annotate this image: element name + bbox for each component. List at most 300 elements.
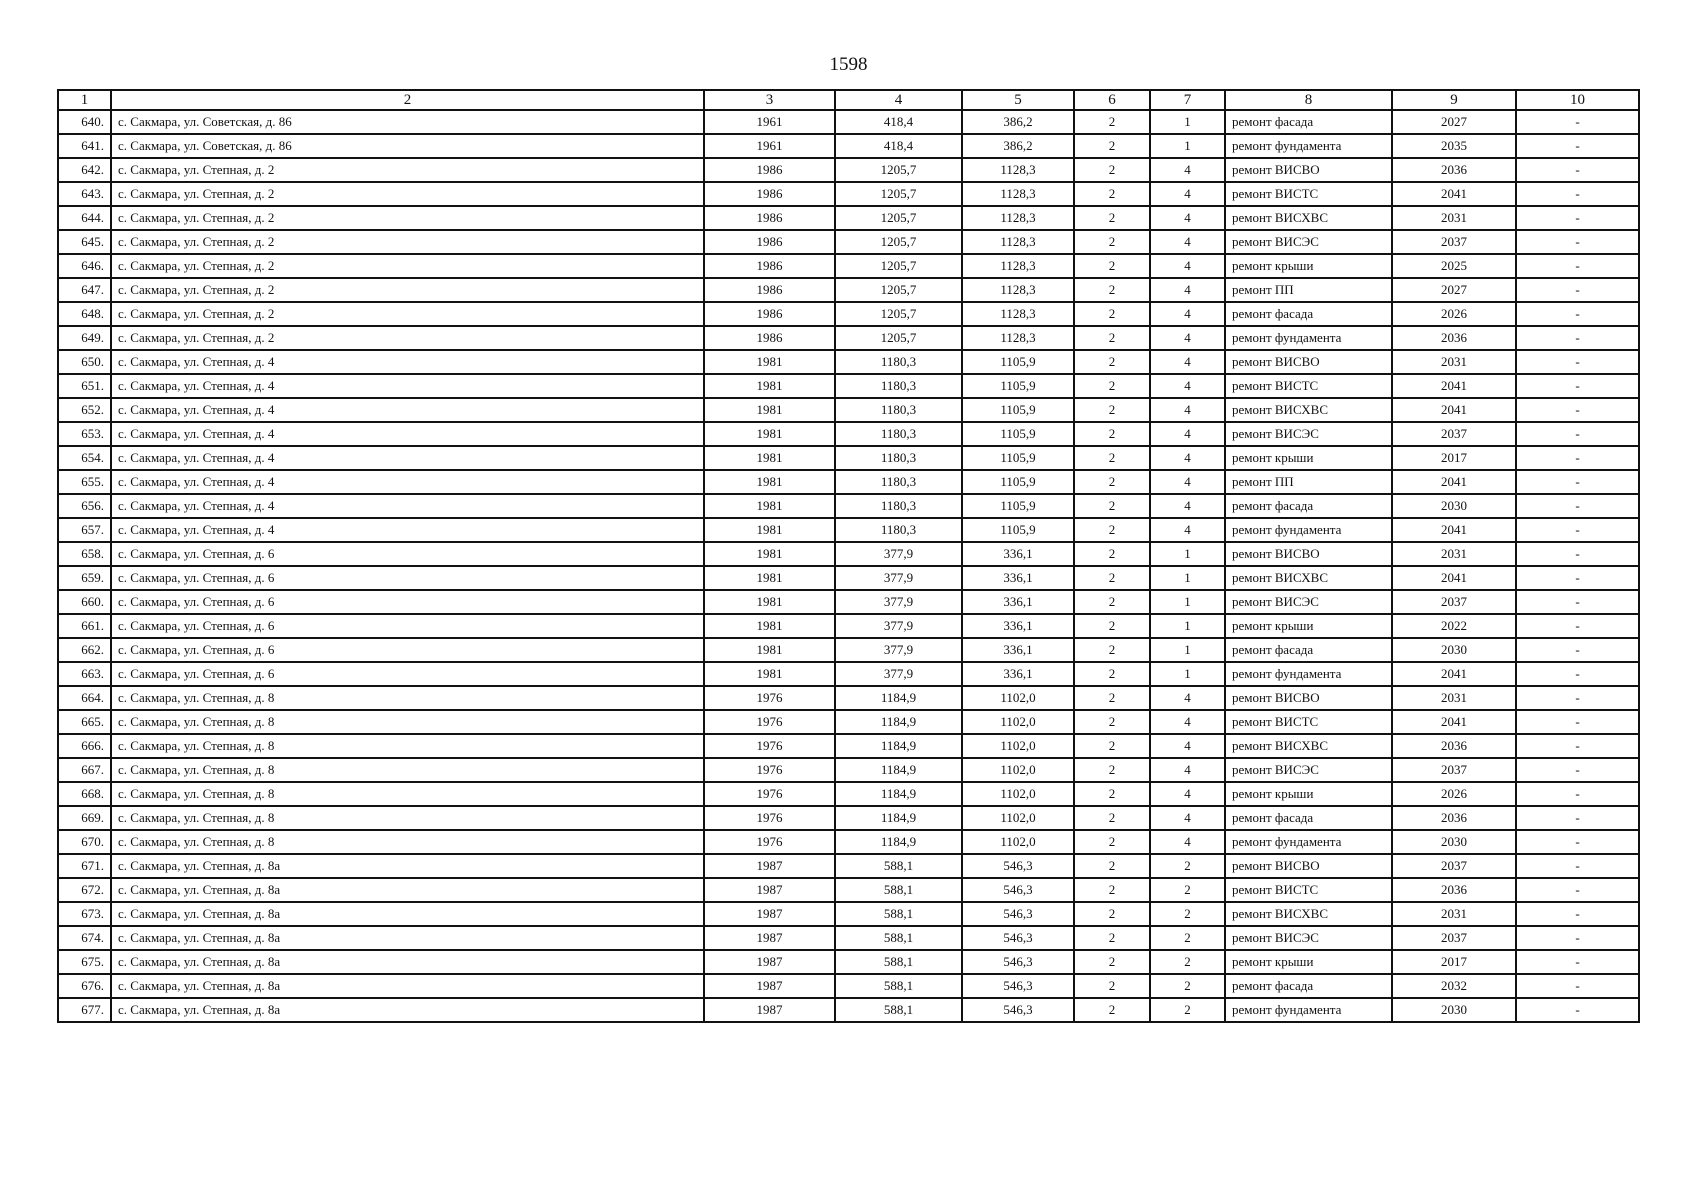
total-area-cell: 1205,7	[835, 206, 962, 230]
work-type-cell: ремонт ПП	[1225, 278, 1392, 302]
table-row	[58, 158, 1639, 182]
entrances-cell: 2	[1150, 950, 1225, 974]
address-cell: с. Сакмара, ул. Степная, д. 8а	[111, 998, 704, 1022]
living-area-cell: 546,3	[962, 974, 1074, 998]
note-cell: -	[1516, 590, 1639, 614]
total-area-cell: 1184,9	[835, 830, 962, 854]
living-area-cell: 1102,0	[962, 734, 1074, 758]
work-type-cell: ремонт ВИСВО	[1225, 686, 1392, 710]
planned-year-cell: 2026	[1392, 302, 1516, 326]
note-cell: -	[1516, 878, 1639, 902]
table-row	[58, 830, 1639, 854]
planned-year-cell: 2030	[1392, 998, 1516, 1022]
floors-cell: 2	[1074, 830, 1150, 854]
total-area-cell: 377,9	[835, 662, 962, 686]
note-cell: -	[1516, 614, 1639, 638]
repair-schedule-table	[57, 89, 1640, 1023]
floors-cell: 2	[1074, 518, 1150, 542]
entrances-cell: 4	[1150, 302, 1225, 326]
work-type-cell: ремонт крыши	[1225, 614, 1392, 638]
table-row	[58, 686, 1639, 710]
floors-cell: 2	[1074, 566, 1150, 590]
year-built-cell: 1976	[704, 782, 835, 806]
note-cell: -	[1516, 566, 1639, 590]
planned-year-cell: 2037	[1392, 230, 1516, 254]
address-cell: с. Сакмара, ул. Степная, д. 4	[111, 518, 704, 542]
row-number-cell: 651.	[58, 374, 111, 398]
entrances-cell: 4	[1150, 230, 1225, 254]
year-built-cell: 1976	[704, 758, 835, 782]
living-area-cell: 1105,9	[962, 494, 1074, 518]
work-type-cell: ремонт фундамента	[1225, 134, 1392, 158]
table-row	[58, 806, 1639, 830]
living-area-cell: 546,3	[962, 926, 1074, 950]
year-built-cell: 1981	[704, 350, 835, 374]
table-row	[58, 950, 1639, 974]
total-area-cell: 1205,7	[835, 278, 962, 302]
table-row	[58, 494, 1639, 518]
total-area-cell: 588,1	[835, 974, 962, 998]
floors-cell: 2	[1074, 182, 1150, 206]
work-type-cell: ремонт фасада	[1225, 302, 1392, 326]
year-built-cell: 1987	[704, 878, 835, 902]
living-area-cell: 336,1	[962, 638, 1074, 662]
address-cell: с. Сакмара, ул. Степная, д. 8	[111, 686, 704, 710]
living-area-cell: 1105,9	[962, 350, 1074, 374]
living-area-cell: 386,2	[962, 134, 1074, 158]
row-number-cell: 644.	[58, 206, 111, 230]
note-cell: -	[1516, 710, 1639, 734]
planned-year-cell: 2031	[1392, 206, 1516, 230]
planned-year-cell: 2041	[1392, 470, 1516, 494]
address-cell: с. Сакмара, ул. Степная, д. 6	[111, 614, 704, 638]
living-area-cell: 546,3	[962, 998, 1074, 1022]
planned-year-cell: 2030	[1392, 830, 1516, 854]
total-area-cell: 1180,3	[835, 494, 962, 518]
planned-year-cell: 2031	[1392, 350, 1516, 374]
entrances-cell: 4	[1150, 782, 1225, 806]
row-number-cell: 660.	[58, 590, 111, 614]
floors-cell: 2	[1074, 446, 1150, 470]
entrances-cell: 4	[1150, 278, 1225, 302]
work-type-cell: ремонт фундамента	[1225, 518, 1392, 542]
entrances-cell: 1	[1150, 638, 1225, 662]
note-cell: -	[1516, 374, 1639, 398]
note-cell: -	[1516, 542, 1639, 566]
entrances-cell: 4	[1150, 830, 1225, 854]
table-row	[58, 734, 1639, 758]
row-number-cell: 658.	[58, 542, 111, 566]
planned-year-cell: 2041	[1392, 518, 1516, 542]
total-area-cell: 1205,7	[835, 230, 962, 254]
floors-cell: 2	[1074, 710, 1150, 734]
note-cell: -	[1516, 854, 1639, 878]
table-row	[58, 110, 1639, 134]
table-row	[58, 710, 1639, 734]
address-cell: с. Сакмара, ул. Степная, д. 4	[111, 398, 704, 422]
address-cell: с. Сакмара, ул. Степная, д. 4	[111, 374, 704, 398]
total-area-cell: 377,9	[835, 542, 962, 566]
address-cell: с. Сакмара, ул. Степная, д. 8а	[111, 902, 704, 926]
floors-cell: 2	[1074, 422, 1150, 446]
living-area-cell: 1105,9	[962, 470, 1074, 494]
work-type-cell: ремонт крыши	[1225, 254, 1392, 278]
column-header: 10	[1516, 90, 1639, 110]
entrances-cell: 4	[1150, 158, 1225, 182]
table-row	[58, 566, 1639, 590]
living-area-cell: 336,1	[962, 590, 1074, 614]
planned-year-cell: 2025	[1392, 254, 1516, 278]
entrances-cell: 4	[1150, 374, 1225, 398]
work-type-cell: ремонт ВИСЭС	[1225, 758, 1392, 782]
year-built-cell: 1981	[704, 614, 835, 638]
work-type-cell: ремонт ВИСЭС	[1225, 590, 1392, 614]
total-area-cell: 588,1	[835, 902, 962, 926]
row-number-cell: 668.	[58, 782, 111, 806]
note-cell: -	[1516, 998, 1639, 1022]
table-row	[58, 398, 1639, 422]
floors-cell: 2	[1074, 590, 1150, 614]
table-row	[58, 926, 1639, 950]
work-type-cell: ремонт фундамента	[1225, 326, 1392, 350]
column-header: 9	[1392, 90, 1516, 110]
note-cell: -	[1516, 830, 1639, 854]
planned-year-cell: 2026	[1392, 782, 1516, 806]
planned-year-cell: 2041	[1392, 182, 1516, 206]
row-number-cell: 640.	[58, 110, 111, 134]
work-type-cell: ремонт ВИСЭС	[1225, 926, 1392, 950]
planned-year-cell: 2035	[1392, 134, 1516, 158]
entrances-cell: 1	[1150, 110, 1225, 134]
address-cell: с. Сакмара, ул. Степная, д. 8	[111, 710, 704, 734]
floors-cell: 2	[1074, 326, 1150, 350]
address-cell: с. Сакмара, ул. Степная, д. 6	[111, 662, 704, 686]
work-type-cell: ремонт крыши	[1225, 950, 1392, 974]
note-cell: -	[1516, 734, 1639, 758]
living-area-cell: 1128,3	[962, 302, 1074, 326]
entrances-cell: 4	[1150, 734, 1225, 758]
row-number-cell: 669.	[58, 806, 111, 830]
work-type-cell: ремонт фасада	[1225, 110, 1392, 134]
row-number-cell: 643.	[58, 182, 111, 206]
row-number-cell: 649.	[58, 326, 111, 350]
year-built-cell: 1976	[704, 710, 835, 734]
living-area-cell: 336,1	[962, 542, 1074, 566]
living-area-cell: 336,1	[962, 614, 1074, 638]
work-type-cell: ремонт фасада	[1225, 494, 1392, 518]
year-built-cell: 1986	[704, 326, 835, 350]
living-area-cell: 1128,3	[962, 182, 1074, 206]
entrances-cell: 4	[1150, 686, 1225, 710]
row-number-cell: 671.	[58, 854, 111, 878]
entrances-cell: 1	[1150, 614, 1225, 638]
row-number-cell: 657.	[58, 518, 111, 542]
table-row	[58, 206, 1639, 230]
living-area-cell: 1128,3	[962, 230, 1074, 254]
planned-year-cell: 2037	[1392, 422, 1516, 446]
column-header: 1	[58, 90, 111, 110]
address-cell: с. Сакмара, ул. Советская, д. 86	[111, 110, 704, 134]
address-cell: с. Сакмара, ул. Степная, д. 8а	[111, 878, 704, 902]
address-cell: с. Сакмара, ул. Степная, д. 6	[111, 542, 704, 566]
address-cell: с. Сакмара, ул. Степная, д. 8	[111, 734, 704, 758]
floors-cell: 2	[1074, 374, 1150, 398]
work-type-cell: ремонт ВИСХВС	[1225, 902, 1392, 926]
entrances-cell: 2	[1150, 998, 1225, 1022]
row-number-cell: 642.	[58, 158, 111, 182]
living-area-cell: 1105,9	[962, 374, 1074, 398]
table-body	[58, 110, 1639, 1022]
planned-year-cell: 2036	[1392, 734, 1516, 758]
floors-cell: 2	[1074, 638, 1150, 662]
floors-cell: 2	[1074, 398, 1150, 422]
entrances-cell: 1	[1150, 542, 1225, 566]
entrances-cell: 4	[1150, 470, 1225, 494]
total-area-cell: 588,1	[835, 998, 962, 1022]
year-built-cell: 1976	[704, 686, 835, 710]
planned-year-cell: 2036	[1392, 158, 1516, 182]
row-number-cell: 675.	[58, 950, 111, 974]
table-row	[58, 374, 1639, 398]
floors-cell: 2	[1074, 734, 1150, 758]
year-built-cell: 1961	[704, 134, 835, 158]
entrances-cell: 4	[1150, 398, 1225, 422]
living-area-cell: 1102,0	[962, 782, 1074, 806]
note-cell: -	[1516, 758, 1639, 782]
floors-cell: 2	[1074, 950, 1150, 974]
total-area-cell: 377,9	[835, 590, 962, 614]
table-row	[58, 518, 1639, 542]
row-number-cell: 647.	[58, 278, 111, 302]
address-cell: с. Сакмара, ул. Степная, д. 6	[111, 638, 704, 662]
table-row	[58, 998, 1639, 1022]
table-row	[58, 470, 1639, 494]
note-cell: -	[1516, 662, 1639, 686]
address-cell: с. Сакмара, ул. Степная, д. 4	[111, 446, 704, 470]
floors-cell: 2	[1074, 782, 1150, 806]
planned-year-cell: 2037	[1392, 854, 1516, 878]
living-area-cell: 1128,3	[962, 206, 1074, 230]
note-cell: -	[1516, 638, 1639, 662]
note-cell: -	[1516, 182, 1639, 206]
living-area-cell: 1105,9	[962, 518, 1074, 542]
note-cell: -	[1516, 782, 1639, 806]
address-cell: с. Сакмара, ул. Степная, д. 2	[111, 326, 704, 350]
floors-cell: 2	[1074, 134, 1150, 158]
total-area-cell: 1205,7	[835, 254, 962, 278]
floors-cell: 2	[1074, 302, 1150, 326]
year-built-cell: 1961	[704, 110, 835, 134]
note-cell: -	[1516, 926, 1639, 950]
address-cell: с. Сакмара, ул. Степная, д. 8	[111, 830, 704, 854]
floors-cell: 2	[1074, 494, 1150, 518]
entrances-cell: 1	[1150, 134, 1225, 158]
floors-cell: 2	[1074, 350, 1150, 374]
entrances-cell: 4	[1150, 422, 1225, 446]
note-cell: -	[1516, 398, 1639, 422]
year-built-cell: 1981	[704, 374, 835, 398]
address-cell: с. Сакмара, ул. Степная, д. 2	[111, 278, 704, 302]
year-built-cell: 1981	[704, 566, 835, 590]
row-number-cell: 645.	[58, 230, 111, 254]
planned-year-cell: 2031	[1392, 542, 1516, 566]
note-cell: -	[1516, 350, 1639, 374]
row-number-cell: 641.	[58, 134, 111, 158]
floors-cell: 2	[1074, 110, 1150, 134]
living-area-cell: 1128,3	[962, 254, 1074, 278]
column-header: 7	[1150, 90, 1225, 110]
table-row	[58, 638, 1639, 662]
planned-year-cell: 2041	[1392, 710, 1516, 734]
note-cell: -	[1516, 326, 1639, 350]
year-built-cell: 1987	[704, 974, 835, 998]
work-type-cell: ремонт крыши	[1225, 782, 1392, 806]
row-number-cell: 653.	[58, 422, 111, 446]
year-built-cell: 1986	[704, 254, 835, 278]
row-number-cell: 654.	[58, 446, 111, 470]
row-number-cell: 650.	[58, 350, 111, 374]
address-cell: с. Сакмара, ул. Степная, д. 4	[111, 350, 704, 374]
work-type-cell: ремонт фундамента	[1225, 998, 1392, 1022]
total-area-cell: 1205,7	[835, 302, 962, 326]
entrances-cell: 4	[1150, 518, 1225, 542]
note-cell: -	[1516, 254, 1639, 278]
planned-year-cell: 2030	[1392, 638, 1516, 662]
year-built-cell: 1987	[704, 926, 835, 950]
address-cell: с. Сакмара, ул. Степная, д. 8	[111, 758, 704, 782]
table-row	[58, 782, 1639, 806]
row-number-cell: 659.	[58, 566, 111, 590]
address-cell: с. Сакмара, ул. Степная, д. 2	[111, 158, 704, 182]
work-type-cell: ремонт фундамента	[1225, 662, 1392, 686]
year-built-cell: 1981	[704, 638, 835, 662]
address-cell: с. Сакмара, ул. Степная, д. 2	[111, 230, 704, 254]
planned-year-cell: 2041	[1392, 566, 1516, 590]
address-cell: с. Сакмара, ул. Степная, д. 2	[111, 182, 704, 206]
entrances-cell: 2	[1150, 854, 1225, 878]
row-number-cell: 672.	[58, 878, 111, 902]
work-type-cell: ремонт ВИСТС	[1225, 878, 1392, 902]
note-cell: -	[1516, 974, 1639, 998]
table-row	[58, 326, 1639, 350]
note-cell: -	[1516, 206, 1639, 230]
living-area-cell: 1102,0	[962, 686, 1074, 710]
table-row	[58, 254, 1639, 278]
note-cell: -	[1516, 446, 1639, 470]
floors-cell: 2	[1074, 686, 1150, 710]
entrances-cell: 2	[1150, 878, 1225, 902]
note-cell: -	[1516, 134, 1639, 158]
planned-year-cell: 2027	[1392, 110, 1516, 134]
year-built-cell: 1986	[704, 158, 835, 182]
year-built-cell: 1981	[704, 542, 835, 566]
floors-cell: 2	[1074, 278, 1150, 302]
work-type-cell: ремонт ВИСТС	[1225, 182, 1392, 206]
address-cell: с. Сакмара, ул. Степная, д. 4	[111, 422, 704, 446]
total-area-cell: 588,1	[835, 878, 962, 902]
row-number-cell: 648.	[58, 302, 111, 326]
planned-year-cell: 2030	[1392, 494, 1516, 518]
work-type-cell: ремонт ПП	[1225, 470, 1392, 494]
page-number: 1598	[829, 54, 868, 75]
address-cell: с. Сакмара, ул. Степная, д. 4	[111, 494, 704, 518]
planned-year-cell: 2037	[1392, 926, 1516, 950]
table-row	[58, 182, 1639, 206]
row-number-cell: 665.	[58, 710, 111, 734]
work-type-cell: ремонт ВИСХВС	[1225, 566, 1392, 590]
floors-cell: 2	[1074, 542, 1150, 566]
living-area-cell: 546,3	[962, 902, 1074, 926]
entrances-cell: 4	[1150, 206, 1225, 230]
entrances-cell: 4	[1150, 446, 1225, 470]
total-area-cell: 588,1	[835, 854, 962, 878]
entrances-cell: 1	[1150, 590, 1225, 614]
total-area-cell: 1180,3	[835, 350, 962, 374]
table-row	[58, 854, 1639, 878]
floors-cell: 2	[1074, 806, 1150, 830]
column-header: 8	[1225, 90, 1392, 110]
entrances-cell: 2	[1150, 902, 1225, 926]
entrances-cell: 2	[1150, 926, 1225, 950]
table-row	[58, 614, 1639, 638]
work-type-cell: ремонт ВИСТС	[1225, 710, 1392, 734]
work-type-cell: ремонт ВИСВО	[1225, 350, 1392, 374]
entrances-cell: 4	[1150, 254, 1225, 278]
row-number-cell: 664.	[58, 686, 111, 710]
work-type-cell: ремонт ВИСХВС	[1225, 734, 1392, 758]
year-built-cell: 1976	[704, 734, 835, 758]
entrances-cell: 4	[1150, 806, 1225, 830]
floors-cell: 2	[1074, 758, 1150, 782]
address-cell: с. Сакмара, ул. Степная, д. 8а	[111, 854, 704, 878]
note-cell: -	[1516, 950, 1639, 974]
year-built-cell: 1987	[704, 902, 835, 926]
total-area-cell: 418,4	[835, 110, 962, 134]
address-cell: с. Сакмара, ул. Степная, д. 8	[111, 806, 704, 830]
note-cell: -	[1516, 158, 1639, 182]
note-cell: -	[1516, 422, 1639, 446]
planned-year-cell: 2036	[1392, 326, 1516, 350]
work-type-cell: ремонт фасада	[1225, 974, 1392, 998]
note-cell: -	[1516, 902, 1639, 926]
row-number-cell: 676.	[58, 974, 111, 998]
row-number-cell: 677.	[58, 998, 111, 1022]
living-area-cell: 1105,9	[962, 422, 1074, 446]
address-cell: с. Сакмара, ул. Степная, д. 4	[111, 470, 704, 494]
floors-cell: 2	[1074, 998, 1150, 1022]
table-row	[58, 422, 1639, 446]
floors-cell: 2	[1074, 902, 1150, 926]
floors-cell: 2	[1074, 158, 1150, 182]
address-cell: с. Сакмара, ул. Степная, д. 2	[111, 302, 704, 326]
total-area-cell: 1184,9	[835, 782, 962, 806]
work-type-cell: ремонт фасада	[1225, 638, 1392, 662]
total-area-cell: 1180,3	[835, 422, 962, 446]
total-area-cell: 1205,7	[835, 326, 962, 350]
living-area-cell: 546,3	[962, 854, 1074, 878]
year-built-cell: 1981	[704, 446, 835, 470]
row-number-cell: 652.	[58, 398, 111, 422]
planned-year-cell: 2027	[1392, 278, 1516, 302]
year-built-cell: 1981	[704, 398, 835, 422]
living-area-cell: 1105,9	[962, 398, 1074, 422]
column-header: 2	[111, 90, 704, 110]
planned-year-cell: 2036	[1392, 806, 1516, 830]
floors-cell: 2	[1074, 878, 1150, 902]
planned-year-cell: 2017	[1392, 446, 1516, 470]
entrances-cell: 4	[1150, 326, 1225, 350]
total-area-cell: 588,1	[835, 950, 962, 974]
